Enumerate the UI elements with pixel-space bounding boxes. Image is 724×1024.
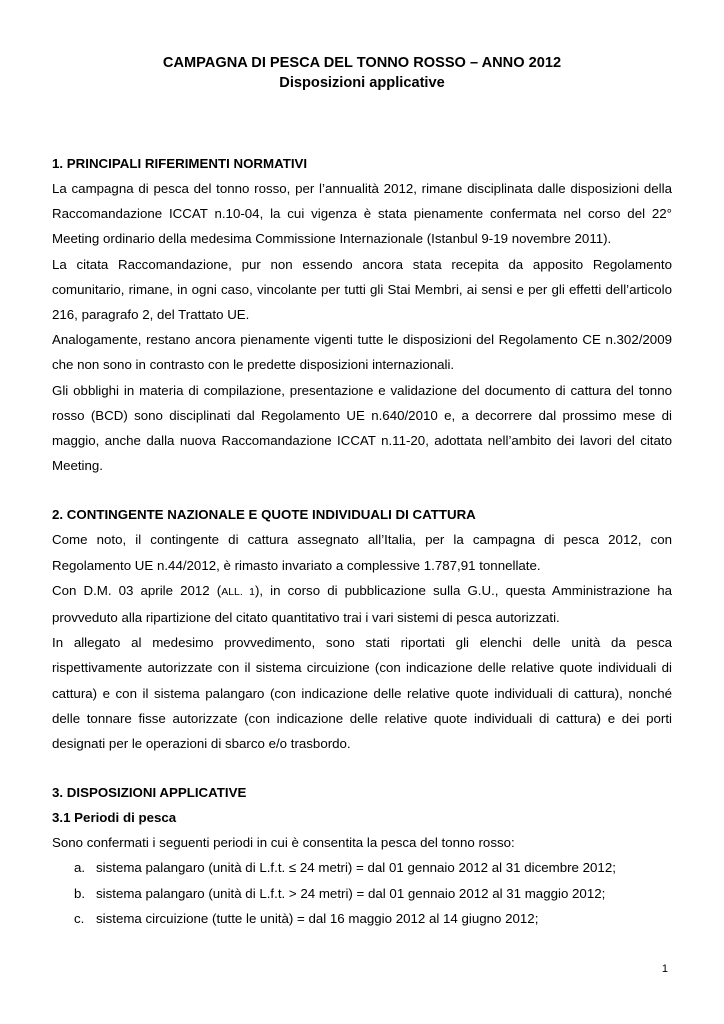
list-item [52, 881, 672, 906]
section-3-intro: Sono confermati i seguenti periodi in cui è consentita la pesca del tonno rosso: [52, 835, 515, 851]
p2-text-before: Con D.M. 03 aprile 2012 ( [52, 582, 222, 598]
section-3-heading: 3. DISPOSIZIONI APPLICATIVE [52, 785, 247, 801]
list-item [52, 906, 672, 931]
spacer [52, 756, 672, 780]
document-title [0, 53, 724, 93]
section-1-paragraph-2: La citata Raccomandazione, pur non essendo ancora stata recepita da apposito Regolamento comunitario, rimane, in ogni caso, vincolante per tutti gli Stai Membri, ai sensi e per gli effetti dell’articolo 216, paragrafo 2, del Trattato UE. [52, 256, 672, 323]
section-2-paragraph-1: Come noto, il contingente di cattura assegnato all’Italia, per la campagna di pesca 2012, con Regolamento UE n.44/2012, è rimasto invariato a complessive 1.787,91 tonnellate. [52, 532, 672, 573]
spacer [52, 478, 672, 502]
title-line-1: CAMPAGNA DI PESCA DEL TONNO ROSSO – ANNO 2012 [162, 55, 562, 71]
subsection-3-1-heading: 3.1 Periodi di pesca [52, 810, 177, 826]
section-1-paragraph-4: Gli obblighi in materia di compilazione, presentazione e validazione del documento di cattura del tonno rosso (BCD) sono disciplinati dal Regolamento UE n.640/2010 e, a decorrere dal prossimo mese di maggio, anche dalla nuova Raccomandazione ICCAT n.11-20, adottata nell’ambito dei lavori del citato Meeting. [52, 382, 672, 474]
section-2-paragraph-3: In allegato al medesimo provvedimento, sono stati riportati gli elenchi delle unità da pesca rispettivamente autorizzate con il sistema circuizione (con indicazione delle relative quote individuali di cattura) e con il sistema palangaro (con indicazione delle relative quote individuali di cattura), nonché delle tonnare fisse autorizzate (con indicazione delle relative quote individuali di cattura) e dei porti designati per le operazioni di sbarco e/o trasbordo. [52, 635, 672, 752]
list-item-text: sistema circuizione (tutte le unità) = dal 16 maggio 2012 al 14 giugno 2012; [96, 910, 539, 926]
list-item-text: sistema palangaro (unità di L.f.t. > 24 metri) = dal 01 gennaio 2012 al 31 maggio 2012; [96, 885, 606, 901]
list-marker: a. [74, 860, 86, 876]
fishing-periods-list [52, 855, 672, 931]
attachment-reference: ALL. 1 [221, 585, 255, 598]
list-marker: b. [74, 885, 86, 901]
section-1-paragraph-1: La campagna di pesca del tonno rosso, per l’annualità 2012, rimane disciplinata dalle disposizioni della Raccomandazione ICCAT n.10-04, la cui vigenza è stata pienamente confermata nel corso del 22° Meeting ordinario della medesima Commissione Internazionale (Istanbul 9-19 novembre 2011). [52, 181, 672, 247]
page-number: 1 [661, 963, 668, 975]
title-line-2: Disposizioni applicative [279, 75, 445, 91]
list-item [52, 855, 672, 880]
section-1-heading: 1. PRINCIPALI RIFERIMENTI NORMATIVI [52, 156, 308, 171]
section-1-paragraph-3: Analogamente, restano ancora pienamente vigenti tutte le disposizioni del Regolamento CE n.302/2009 che non sono in contrasto con le predette disposizioni internazionali. [52, 332, 672, 373]
p2-text-after: ), in corso di pubblicazione sulla G.U., questa Amministrazione ha provveduto alla ripartizione del citato quantitativo trai i vari sistemi di pesca autorizzati. [52, 582, 672, 626]
section-2-paragraph-2 [52, 578, 672, 630]
document-body [52, 151, 672, 931]
list-marker: c. [74, 910, 85, 926]
section-2-heading: 2. CONTINGENTE NAZIONALE E QUOTE INDIVIDUALI DI CATTURA [52, 507, 476, 523]
list-item-text: sistema palangaro (unità di L.f.t. ≤ 24 metri) = dal 01 gennaio 2012 al 31 dicembre 2012; [96, 860, 616, 876]
